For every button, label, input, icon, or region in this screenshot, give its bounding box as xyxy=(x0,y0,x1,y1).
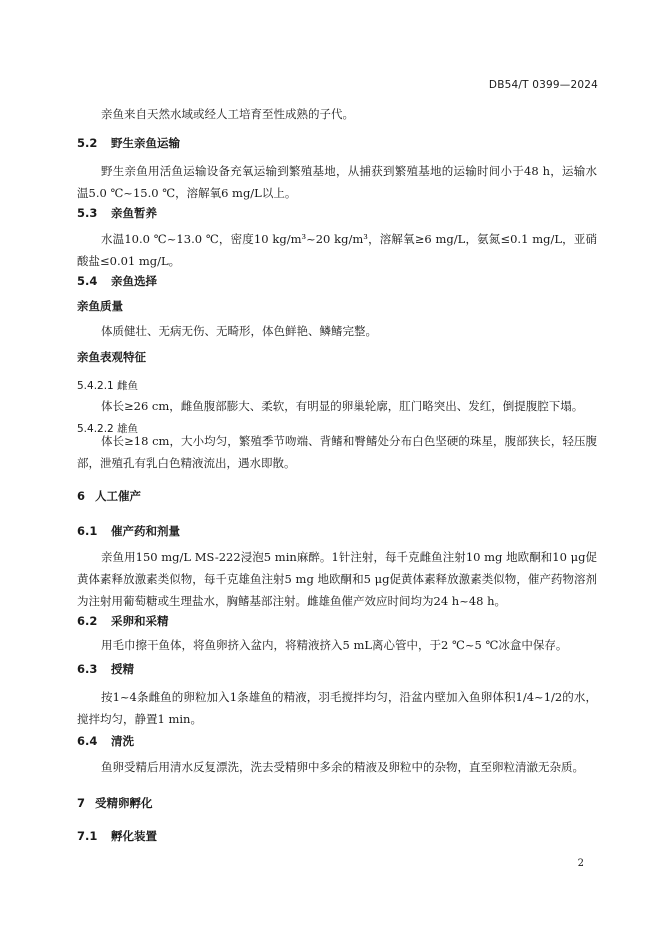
paragraph-egg-sperm-collection: 用毛巾擦干鱼体，将鱼卵挤入盆内，将精液挤入5 mL离心管中，于2 ℃~5 ℃冰盒中保存。 xyxy=(101,638,568,652)
section-number: 7 xyxy=(77,796,86,810)
section-title: 清洗 xyxy=(111,734,134,748)
section-title: 受精卵孵化 xyxy=(95,796,153,810)
section-title: 亲鱼选择 xyxy=(111,274,157,288)
section-6-1-heading xyxy=(77,520,180,542)
section-5-4-heading xyxy=(77,270,157,292)
section-title: 雄鱼 xyxy=(117,423,138,435)
section-number: 6.3 xyxy=(77,662,98,676)
section-6-3-heading xyxy=(77,658,134,680)
section-6-2-heading xyxy=(77,610,169,632)
section-6-4-heading xyxy=(77,730,134,752)
paragraph-male: 体长≥18 cm，大小均匀，繁殖季节吻端、背鳍和臀鳍处分布白色坚硬的珠星，腹部狭长，轻压腹部，泄殖孔有乳白色精液流出，遇水即散。 xyxy=(77,434,597,470)
section-title: 野生亲鱼运输 xyxy=(111,136,180,150)
paragraph-washing: 鱼卵受精后用清水反复漂洗，洗去受精卵中多余的精液及卵粒中的杂物，直至卵粒清澈无杂质。 xyxy=(101,760,584,774)
paragraph-female: 体长≥26 cm，雌鱼腹部膨大、柔软，有明显的卵巢轮廓，肛门略突出、发红，倒提腹腔下塌。 xyxy=(101,399,584,413)
paragraph-temporary-holding: 水温10.0 ℃~13.0 ℃，密度10 kg/m³~20 kg/m³，溶解氧≥6 mg/L，氨氮≤0.1 mg/L，亚硝酸盐≤0.01 mg/L。 xyxy=(77,232,597,268)
page-number: 2 xyxy=(577,858,584,869)
paragraph-wild-transport: 野生亲鱼用活鱼运输设备充氧运输到繁殖基地，从捕获到繁殖基地的运输时间小于48 h，运输水温5.0 ℃~15.0 ℃，溶解氧6 mg/L以上。 xyxy=(77,164,597,200)
section-number: 6.2 xyxy=(77,614,98,628)
subsection-broodstock-quality-heading: 亲鱼质量 xyxy=(77,299,123,313)
paragraph-broodstock-source: 亲鱼来自天然水域或经人工培育至性成熟的子代。 xyxy=(101,107,354,121)
paragraph-hormone-dosage: 亲鱼用150 mg/L MS-222浸泡5 min麻醉。1针注射，每千克雌鱼注射10 mg 地欧酮和10 μg促黄体素释放激素类似物，每千克雄鱼注射5 mg 地欧酮和5 μg促黄体素释放激素类似物，催产药物溶剂为注射用葡萄糖或生理盐水，胸鳍基部注射。雌雄鱼催产效应时间均为24 h~48 h。 xyxy=(77,550,597,608)
section-number: 6 xyxy=(77,489,86,503)
section-title: 授精 xyxy=(111,662,134,676)
section-5-3-heading xyxy=(77,202,157,224)
section-5-2-heading xyxy=(77,132,180,154)
section-number: 5.3 xyxy=(77,206,98,220)
section-number: 5.4.2.2 xyxy=(77,423,114,435)
paragraph-quality: 体质健壮、无病无伤、无畸形，体色鲜艳、鳞鳍完整。 xyxy=(101,324,377,338)
section-number: 5.4.2.1 xyxy=(77,380,114,392)
chapter-6-heading xyxy=(77,485,141,507)
section-title: 亲鱼暂养 xyxy=(111,206,157,220)
section-title: 人工催产 xyxy=(95,489,141,503)
section-number: 5.2 xyxy=(77,136,98,150)
subsection-appearance-heading: 亲鱼表观特征 xyxy=(77,350,146,364)
section-number: 7.1 xyxy=(77,829,98,843)
section-title: 采卵和采精 xyxy=(111,614,169,628)
document-code-header: DB54/T 0399—2024 xyxy=(488,79,598,91)
section-number: 6.4 xyxy=(77,734,98,748)
section-7-1-heading xyxy=(77,825,157,847)
paragraph-fertilization: 按1~4条雌鱼的卵粒加入1条雄鱼的精液，羽毛搅拌均匀，沿盆内壁加入鱼卵体积1/4~1/2的水，搅拌均匀，静置1 min。 xyxy=(77,690,597,726)
section-title: 催产药和剂量 xyxy=(111,524,180,538)
section-number: 5.4 xyxy=(77,274,98,288)
chapter-7-heading xyxy=(77,792,153,814)
section-number: 6.1 xyxy=(77,524,98,538)
section-title: 雌鱼 xyxy=(117,380,138,392)
section-5-4-2-1-heading xyxy=(77,375,138,397)
section-title: 孵化装置 xyxy=(111,829,157,843)
